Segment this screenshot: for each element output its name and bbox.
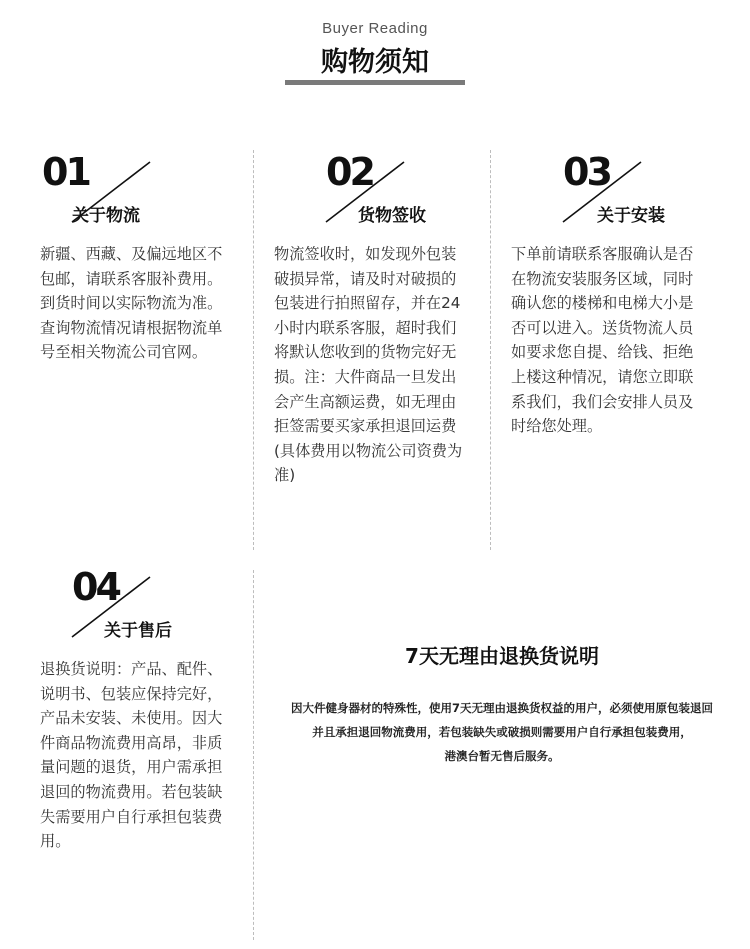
- body-line: 系我们，我们会安排人员及: [511, 392, 694, 411]
- body-line: 时给您处理。: [511, 417, 603, 436]
- body-line: 包装进行拍照留存，并在24: [274, 294, 461, 313]
- page-title: 购物须知: [321, 47, 429, 78]
- body-line: 确认您的楼梯和电梯大小是: [511, 294, 694, 313]
- policy-line: 港澳台暂无售后服务。: [444, 749, 560, 763]
- section-title: 关于售后: [104, 621, 172, 641]
- body-line: 上楼这种情况，请您立即联: [511, 367, 694, 386]
- section-number: 02: [326, 150, 373, 194]
- policy-line: 因大件健身器材的特殊性，使用7天无理由退换货权益的用户，必须使用原包装退回: [291, 701, 713, 715]
- body-line: 退回的物流费用。若包装缺: [40, 782, 223, 801]
- body-line: 号至相关物流公司官网。: [40, 343, 208, 362]
- header-underline: [285, 80, 465, 85]
- body-line: 量问题的退货，用户需承担: [40, 758, 223, 777]
- section-after-sales: [40, 565, 245, 854]
- body-line: 件商品物流费用高昂，非质: [40, 733, 223, 752]
- section-installation: [511, 150, 731, 439]
- section-number: 04: [72, 565, 119, 609]
- section-body: [40, 657, 245, 854]
- page-header: [0, 0, 750, 100]
- body-line: 到货时间以实际物流为准。: [40, 294, 223, 313]
- section-logistics: [40, 150, 245, 365]
- section-number: 01: [42, 150, 89, 194]
- body-line: 说明书、包装应保持完好，: [40, 684, 223, 703]
- section-number: 03: [563, 150, 610, 194]
- body-line: 拒签需要买家承担退回运费: [274, 417, 457, 436]
- section-title: 关于安装: [597, 206, 665, 226]
- body-line: 产品未安装、未使用。因大: [40, 709, 223, 728]
- body-line: 如要求您自提、给钱、拒绝: [511, 343, 694, 362]
- section-body: [40, 242, 245, 365]
- section-title: 关于物流: [72, 206, 140, 226]
- policy-line: 并且承担退回物流费用，若包装缺失或破损则需要用户自行承担包装费用，: [312, 725, 692, 739]
- body-line: 损。注：大件商品一旦发出: [274, 367, 457, 386]
- section-heading: [511, 150, 665, 230]
- section-title: 货物签收: [358, 206, 426, 226]
- body-line: 下单前请联系客服确认是否: [511, 245, 694, 263]
- body-line: 将默认您收到的货物完好无: [274, 343, 457, 362]
- body-line: 失需要用户自行承担包装费: [40, 807, 223, 826]
- body-line: 包邮，请联系客服补费用。: [40, 269, 223, 288]
- section-body: [274, 242, 484, 488]
- body-line: 小时内联系客服，超时我们: [274, 318, 457, 337]
- body-line: 物流签收时，如发现外包装: [274, 245, 457, 263]
- body-line: 新疆、西藏、及偏远地区不: [40, 245, 223, 263]
- policy-title: 7天无理由退换货说明: [405, 644, 599, 668]
- divider-2: [490, 150, 491, 550]
- body-line: 查询物流情况请根据物流单: [40, 318, 223, 337]
- body-line: 破损异常，请及时对破损的: [274, 269, 457, 288]
- body-line: 用。: [40, 832, 71, 851]
- body-line: 否可以进入。送货物流人员: [511, 318, 694, 337]
- section-heading: [40, 150, 160, 230]
- body-line: 退换货说明：产品、配件、: [40, 660, 223, 678]
- section-body: [511, 242, 731, 439]
- section-receipt: [274, 150, 484, 488]
- header-subtitle: Buyer Reading: [322, 20, 428, 37]
- divider-3: [253, 570, 254, 940]
- policy-body: [262, 696, 742, 768]
- body-line: (具体费用以物流公司资费为: [274, 441, 463, 460]
- body-line: 在物流安装服务区域，同时: [511, 269, 694, 288]
- divider-1: [253, 150, 254, 550]
- body-line: 会产生高额运费，如无理由: [274, 392, 457, 411]
- section-heading: [40, 565, 172, 645]
- section-heading: [274, 150, 426, 230]
- body-line: 准): [274, 466, 296, 485]
